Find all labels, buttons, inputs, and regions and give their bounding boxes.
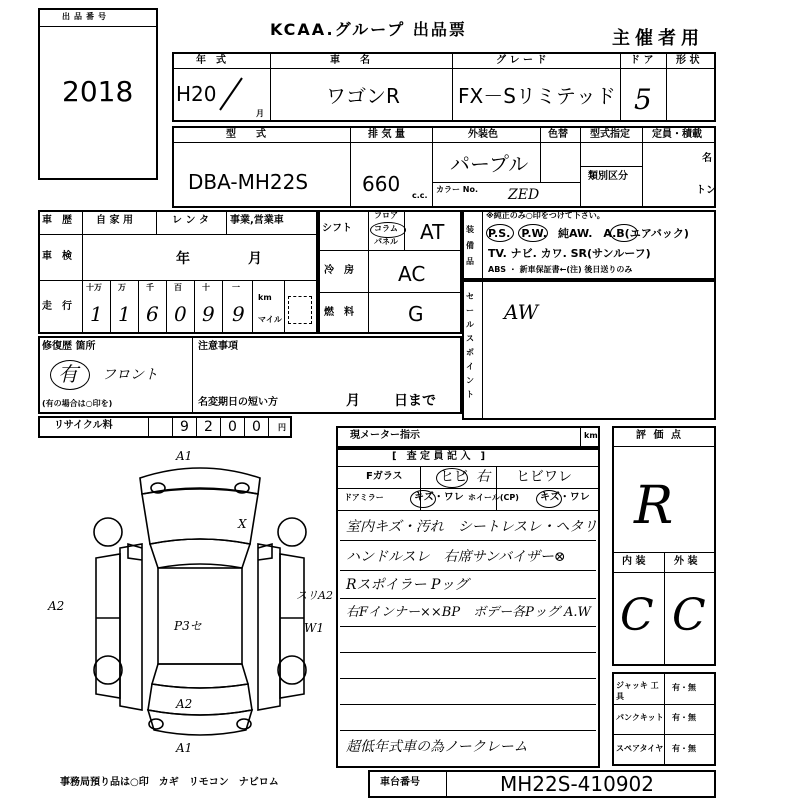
puncture-value: 有・無 bbox=[672, 713, 696, 722]
car-diagram bbox=[80, 448, 320, 748]
ac-value: AC bbox=[398, 262, 426, 286]
grade-label: グ レ ー ド bbox=[496, 55, 547, 66]
mileage-digit-1: 1 bbox=[118, 302, 131, 326]
hand-line-1: ハンドルスレ 右席サンバイザー⊗ bbox=[346, 549, 566, 565]
cc-label: 排 気 量 bbox=[368, 129, 405, 140]
diagram-mark-rear: A2 bbox=[176, 697, 193, 711]
host-label: 主催者用 bbox=[612, 28, 704, 49]
repair-value: フロント bbox=[102, 367, 158, 383]
f-glass-v1: ヒビ bbox=[440, 469, 468, 485]
inspector-title: [ 査 定 員 記 入 ] bbox=[392, 451, 486, 462]
year-slash bbox=[210, 74, 250, 114]
cc-unit: c.c. bbox=[412, 191, 428, 200]
f-glass-v1b: 右 bbox=[476, 469, 490, 485]
lot-label: 出品番号 bbox=[62, 12, 110, 21]
mileage-digit-4: 9 bbox=[202, 302, 215, 326]
color-label: 外装色 bbox=[468, 129, 498, 140]
footer-note: 事務局預り品は○印 カギ リモコン ナビロム bbox=[60, 777, 279, 788]
mileage-unit-2: 千 bbox=[146, 283, 154, 292]
model-label: 型 式 bbox=[226, 129, 266, 140]
door-mirror-value: キズ・ワレ bbox=[414, 492, 464, 503]
equipment-line3: ABS ・ 新車保証書←(注) 後日送りのみ bbox=[488, 265, 633, 274]
meter-label: 現メーター指示 bbox=[350, 430, 420, 441]
ac-label: 冷 房 bbox=[324, 265, 354, 276]
km-mile-checkbox bbox=[288, 296, 312, 324]
shift-value: AT bbox=[420, 220, 445, 244]
equipment-line2: TV. ナビ. カワ. SR(サンルーフ) bbox=[488, 247, 651, 260]
shape-label: 形 状 bbox=[676, 55, 700, 66]
org-title: KCAA.グループ 出品票 bbox=[270, 20, 467, 39]
history-opt3: 事業,営業車 bbox=[230, 215, 284, 226]
recycle-unit: 円 bbox=[278, 423, 286, 432]
mileage-digit-2: 6 bbox=[146, 302, 159, 326]
designation-label: 型式指定 bbox=[590, 129, 630, 140]
model-value: DBA-MH22S bbox=[188, 170, 309, 194]
chassis-label: 車台番号 bbox=[380, 777, 420, 788]
exterior-value: C bbox=[672, 590, 706, 641]
jack-value: 有・無 bbox=[672, 683, 696, 692]
f-glass-v2: ヒビワレ bbox=[516, 469, 572, 485]
diagram-mark-x: X bbox=[238, 517, 247, 531]
mileage-unit-4: 十 bbox=[202, 283, 210, 292]
ab-circle bbox=[610, 224, 638, 242]
chassis-value: MH22S-410902 bbox=[500, 772, 655, 796]
pw-circle bbox=[518, 224, 548, 242]
diagram-mark-left: A2 bbox=[48, 599, 65, 613]
fuel-value: G bbox=[408, 302, 424, 326]
recycle-digit-0: 9 bbox=[180, 419, 189, 435]
diagram-mark-front: A1 bbox=[176, 449, 193, 463]
f-glass-label: Fガラス bbox=[366, 471, 403, 482]
shift-floor: フロア bbox=[374, 211, 398, 220]
equipment-side-label: 装備品 bbox=[466, 225, 474, 266]
deadline-label: 名変期日の短い方 bbox=[198, 397, 278, 408]
history-label: 車 歴 bbox=[42, 215, 72, 226]
f-glass-circle bbox=[436, 468, 468, 488]
recycle-label: リサイクル料 bbox=[54, 420, 113, 431]
door-mirror-label: ドアミラー bbox=[344, 493, 384, 502]
mileage-label: 走 行 bbox=[42, 301, 72, 312]
color-value: パープル bbox=[450, 152, 529, 176]
mileage-unit-1: 万 bbox=[118, 283, 126, 292]
sales-point-value: AW bbox=[504, 300, 539, 324]
spare-label: スペアタイヤ bbox=[616, 744, 664, 753]
shift-label: シフト bbox=[322, 223, 352, 234]
deadline-month: 月 bbox=[346, 393, 360, 409]
evaluation-label: 評 価 点 bbox=[636, 430, 683, 441]
wheel-circle bbox=[536, 490, 562, 508]
mile-label: マイル bbox=[258, 315, 282, 324]
deadline-day: 日まで bbox=[394, 393, 436, 409]
mileage-unit-5: 一 bbox=[232, 283, 240, 292]
inspection-year: 年 bbox=[176, 251, 190, 267]
shift-panel: パネル bbox=[374, 237, 398, 246]
interior-value: C bbox=[620, 590, 654, 641]
hand-line-4: 超低年式車の為ノークレーム bbox=[346, 739, 528, 755]
name-label: 車 名 bbox=[330, 55, 370, 66]
category-label: 類別区分 bbox=[588, 171, 628, 182]
cc-value: 660 bbox=[362, 172, 401, 196]
recycle-digit-2: 0 bbox=[228, 419, 237, 435]
month-unit: 月 bbox=[256, 109, 264, 118]
sales-point-box bbox=[462, 280, 716, 420]
equipment-line1: P.S. P.W. 純AW. A.B(エアバック) bbox=[488, 227, 689, 240]
recycle-digit-1: 2 bbox=[204, 419, 213, 435]
mileage-digit-5: 9 bbox=[232, 302, 245, 326]
year-value: H20 bbox=[176, 82, 217, 106]
hand-line-2: Rスポイラー Pッグ bbox=[346, 577, 469, 593]
fuel-label: 燃 料 bbox=[324, 307, 354, 318]
repair-circled: 有 bbox=[58, 362, 78, 386]
spare-value: 有・無 bbox=[672, 744, 696, 753]
lot-number: 2018 bbox=[62, 75, 134, 108]
ps-circle bbox=[486, 224, 514, 242]
repair-label: 修復歴 箇所 bbox=[42, 341, 96, 352]
inspection-month: 月 bbox=[248, 251, 262, 267]
mileage-unit-3: 百 bbox=[174, 283, 182, 292]
jack-label: ジャッキ 工 具 bbox=[616, 681, 667, 701]
mileage-digit-0: 1 bbox=[90, 302, 103, 326]
diagram-mark-w1: W1 bbox=[304, 621, 324, 635]
color-no-label: カラー No. bbox=[436, 185, 479, 194]
capacity-unit2: トン bbox=[696, 185, 716, 196]
year-label: 年 式 bbox=[196, 55, 226, 66]
name-value: ワゴンR bbox=[326, 84, 400, 108]
wheel-label: ホイール(CP) bbox=[468, 493, 519, 502]
recycle-digit-3: 0 bbox=[252, 419, 261, 435]
doors-value: 5 bbox=[634, 83, 652, 116]
capacity-label: 定員・積載 bbox=[652, 129, 702, 140]
km-label: km bbox=[258, 293, 272, 302]
hand-line-0: 室内キズ・汚れ シートレスレ・ヘタリ bbox=[346, 519, 598, 535]
exterior-label: 外 装 bbox=[674, 556, 698, 567]
history-opt1: 自 家 用 bbox=[96, 215, 133, 226]
diagram-mark-right: スリA2 bbox=[296, 589, 333, 602]
color-change-label: 色替 bbox=[548, 129, 568, 140]
door-mirror-circle bbox=[410, 490, 436, 508]
doors-label: ド ア bbox=[630, 55, 654, 66]
puncture-label: パンクキット bbox=[616, 713, 664, 722]
grade-value: FX－Sリミテッド bbox=[458, 84, 616, 108]
capacity-unit1: 名 bbox=[702, 153, 712, 164]
color-no-value: ZED bbox=[508, 187, 540, 203]
wheel-value: キズ・ワレ bbox=[540, 492, 590, 503]
meter-unit: km bbox=[584, 431, 598, 440]
diagram-mark-bottom: A1 bbox=[176, 741, 193, 755]
hand-line-3: 右Fインナー××BP ボデー各Pッグ A.W bbox=[346, 605, 591, 620]
history-opt2: レ ン タ bbox=[172, 215, 209, 226]
mileage-unit-0: 十万 bbox=[86, 283, 102, 292]
diagram-mark-roof: P3セ bbox=[174, 619, 202, 633]
sales-point-label: セールスポイント bbox=[466, 292, 474, 399]
notes-label: 注意事項 bbox=[198, 341, 238, 352]
inspection-label: 車 検 bbox=[42, 251, 72, 262]
shift-column: コラム bbox=[374, 224, 398, 233]
evaluation-value: R bbox=[634, 476, 674, 536]
repair-note: (有の場合は○印を) bbox=[42, 399, 113, 408]
mileage-digit-3: 0 bbox=[174, 302, 187, 326]
equipment-instruction: ※純正のみ○印をつけて下さい。 bbox=[486, 211, 605, 220]
column-circle bbox=[370, 222, 406, 238]
interior-label: 内 装 bbox=[622, 556, 646, 567]
